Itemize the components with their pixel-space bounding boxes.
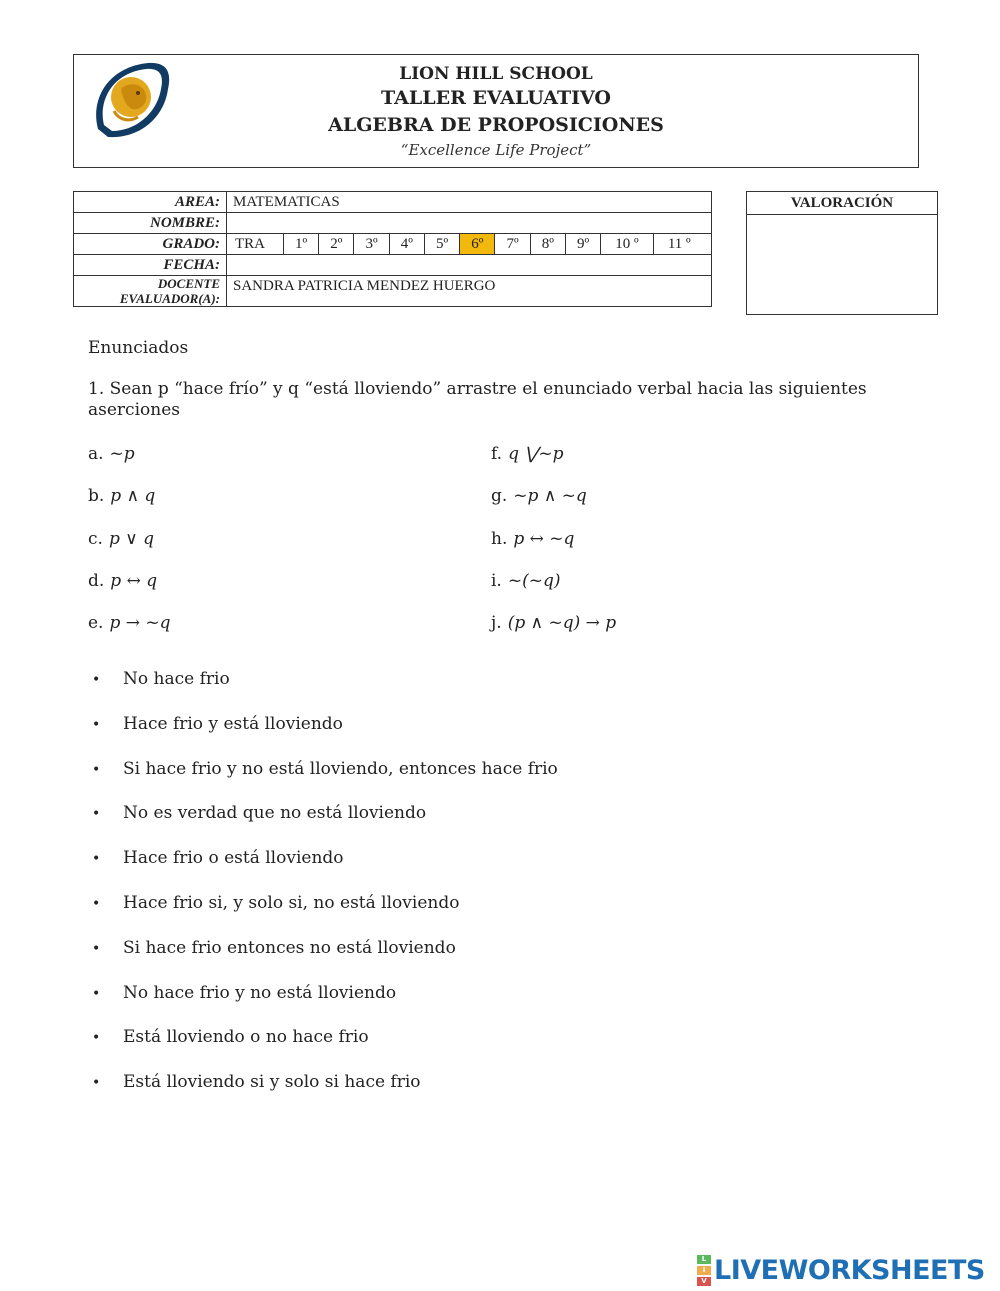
assertion-expression: p ∧ q bbox=[110, 486, 156, 506]
statement-item[interactable] bbox=[92, 891, 459, 915]
assertion-label: i. bbox=[491, 571, 502, 591]
assertion-item[interactable] bbox=[88, 443, 135, 465]
assertion-label: h. bbox=[491, 529, 508, 549]
liveworksheets-logo bbox=[697, 1253, 985, 1287]
bullet-icon: • bbox=[92, 761, 101, 778]
assertion-label: f. bbox=[491, 444, 503, 464]
nombre-label: NOMBRE: bbox=[74, 213, 227, 234]
assertion-label: c. bbox=[88, 529, 103, 549]
assertion-label: b. bbox=[88, 486, 105, 506]
bullet-icon: • bbox=[92, 1075, 101, 1092]
assertion-expression: ~p ∧ ~q bbox=[513, 486, 587, 506]
assertion-expression: p ∨ q bbox=[108, 529, 154, 549]
assertion-expression: p → ~q bbox=[109, 613, 171, 633]
statement-text: No hace frio bbox=[123, 669, 230, 689]
assertion-expression: (p ∧ ~q) → p bbox=[507, 613, 617, 633]
grade-option[interactable]: 9º bbox=[565, 234, 600, 254]
question-1: 1. Sean p “hace frío” y q “está lloviendo” arrastre el enunciado verbal hacia las siguientes aserciones bbox=[88, 379, 867, 420]
valoracion-box bbox=[746, 191, 938, 315]
nombre-field[interactable] bbox=[227, 213, 712, 234]
statement-text: Si hace frio y no está lloviendo, entonces hace frio bbox=[123, 758, 558, 779]
assertion-item[interactable] bbox=[88, 570, 157, 592]
grado-label: GRADO: bbox=[74, 234, 227, 255]
valoracion-label: VALORACIÓN bbox=[747, 192, 937, 215]
bullet-icon: • bbox=[92, 851, 101, 868]
icon-letter-v: V bbox=[697, 1277, 711, 1286]
statement-text: Está lloviendo o no hace frio bbox=[123, 1027, 369, 1048]
school-name: LION HILL SCHOOL bbox=[399, 64, 593, 84]
statement-text: No es verdad que no está lloviendo bbox=[123, 803, 427, 824]
assertion-label: g. bbox=[491, 486, 508, 506]
statement-item[interactable] bbox=[92, 667, 230, 691]
docente-label-line1: DOCENTE bbox=[157, 276, 220, 291]
assertion-item[interactable] bbox=[491, 443, 563, 465]
statement-item[interactable] bbox=[92, 1070, 421, 1094]
bullet-icon: • bbox=[92, 672, 101, 688]
grade-option[interactable]: 2º bbox=[318, 234, 353, 254]
assertion-label: e. bbox=[88, 613, 104, 633]
assertion-item[interactable] bbox=[88, 485, 155, 507]
statement-item[interactable] bbox=[92, 981, 396, 1005]
grade-option[interactable]: TRA bbox=[235, 236, 265, 252]
assertion-item[interactable] bbox=[88, 528, 154, 550]
docente-label-line2: EVALUADOR(A): bbox=[119, 291, 220, 306]
bullet-icon: • bbox=[92, 985, 101, 1002]
assertion-item[interactable] bbox=[491, 612, 616, 634]
bullet-icon: • bbox=[92, 806, 101, 823]
assertion-label: j. bbox=[491, 613, 502, 633]
statement-text: No hace frio y no está lloviendo bbox=[123, 982, 397, 1003]
grade-option[interactable]: 10 º bbox=[600, 234, 652, 254]
statement-text: Hace frio y está lloviendo bbox=[123, 713, 343, 734]
assertion-item[interactable] bbox=[491, 570, 560, 592]
grade-option[interactable]: 11 º bbox=[653, 234, 705, 254]
statement-item[interactable] bbox=[92, 712, 343, 736]
icon-letter-i: I bbox=[697, 1266, 711, 1275]
assertion-expression: q ⋁~p bbox=[508, 444, 564, 464]
assertion-label: d. bbox=[88, 571, 105, 591]
liveworksheets-icon bbox=[697, 1254, 711, 1287]
statement-text: Hace frio si, y solo si, no está lloviendo bbox=[123, 893, 460, 913]
fecha-field[interactable] bbox=[227, 255, 712, 276]
grade-option[interactable]: 6º bbox=[459, 234, 494, 254]
bullet-icon: • bbox=[92, 716, 101, 733]
icon-letter-l: L bbox=[697, 1255, 711, 1264]
header-text bbox=[74, 63, 918, 161]
statement-item[interactable] bbox=[92, 1025, 369, 1049]
bullet-icon: • bbox=[92, 896, 101, 912]
liveworksheets-brand: LIVEWORKSHEETS bbox=[714, 1254, 985, 1286]
grade-selector bbox=[227, 234, 712, 255]
bullet-icon: • bbox=[92, 940, 101, 957]
assertion-expression: p ↔ ~q bbox=[513, 529, 575, 549]
statement-item[interactable] bbox=[92, 757, 558, 781]
statement-text: Hace frio o está lloviendo bbox=[123, 848, 344, 869]
docente-label bbox=[74, 276, 227, 307]
assertion-item[interactable] bbox=[491, 485, 587, 507]
statement-item[interactable] bbox=[92, 846, 344, 870]
student-info-table bbox=[73, 191, 712, 307]
grade-option[interactable]: 8º bbox=[530, 234, 565, 254]
worksheet-type: TALLER EVALUATIVO bbox=[381, 87, 611, 109]
statement-text: Está lloviendo si y solo si hace frio bbox=[123, 1072, 421, 1093]
area-value: MATEMATICAS bbox=[227, 192, 712, 213]
grade-option[interactable]: 1º bbox=[283, 234, 318, 254]
school-header bbox=[73, 54, 919, 168]
assertion-expression: ~p bbox=[109, 444, 135, 464]
assertion-item[interactable] bbox=[88, 612, 171, 634]
statement-text: Si hace frio entonces no está lloviendo bbox=[123, 937, 456, 958]
grade-option[interactable]: 4º bbox=[389, 234, 424, 254]
grade-option[interactable]: 7º bbox=[494, 234, 529, 254]
area-label: AREA: bbox=[74, 192, 227, 213]
assertion-expression: p ↔ q bbox=[110, 571, 158, 591]
docente-value: SANDRA PATRICIA MENDEZ HUERGO bbox=[227, 276, 712, 307]
statement-item[interactable] bbox=[92, 936, 456, 960]
assertion-item[interactable] bbox=[491, 528, 574, 550]
assertion-expression: ~(~q) bbox=[507, 571, 561, 591]
school-motto: “Excellence Life Project” bbox=[400, 141, 592, 159]
fecha-label: FECHA: bbox=[74, 255, 227, 276]
statement-item[interactable] bbox=[92, 801, 426, 825]
grade-option[interactable]: 5º bbox=[424, 234, 459, 254]
worksheet-topic: ALGEBRA DE PROPOSICIONES bbox=[328, 114, 664, 136]
section-title: Enunciados bbox=[88, 338, 189, 358]
grade-option[interactable]: 3º bbox=[353, 234, 388, 254]
bullet-icon: • bbox=[92, 1030, 101, 1047]
assertion-label: a. bbox=[88, 444, 104, 464]
